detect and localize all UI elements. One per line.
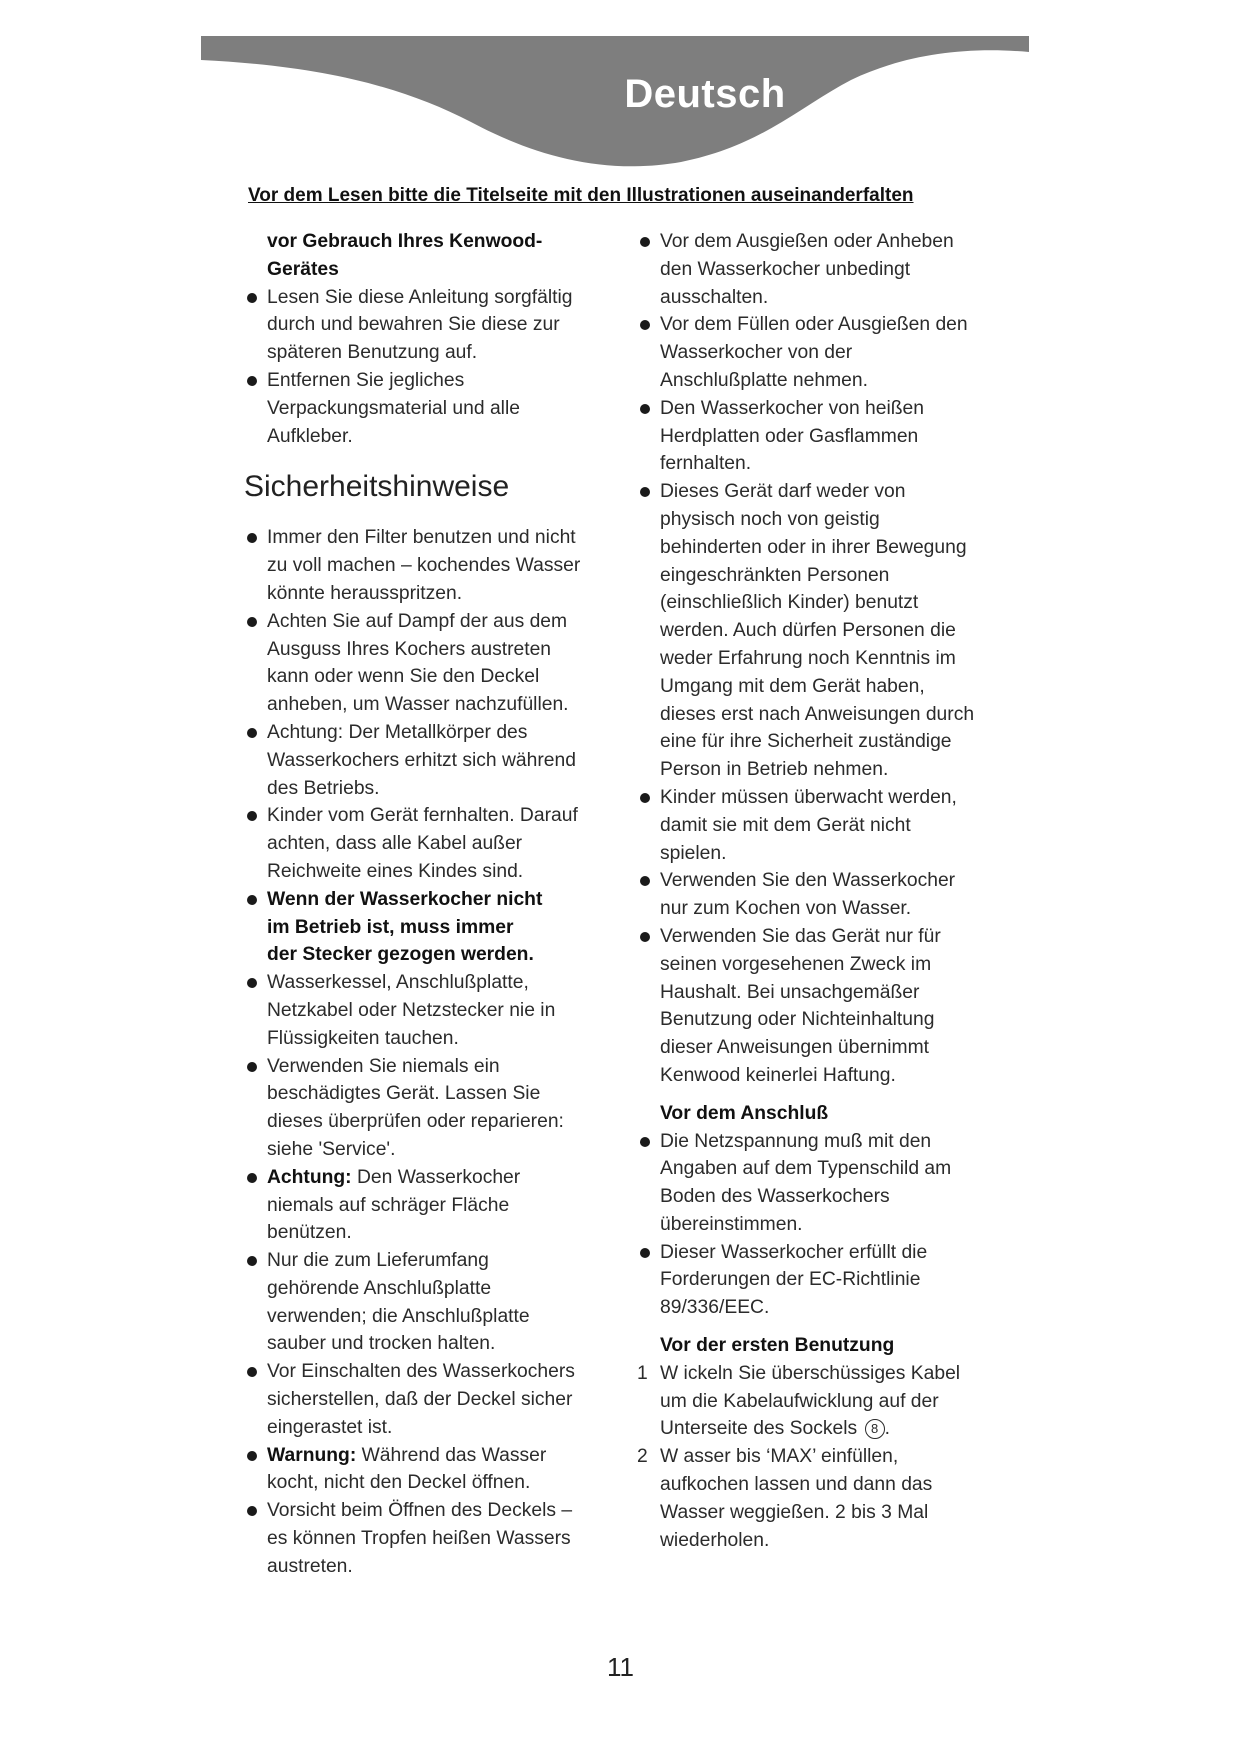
line: Kenwood keinerlei Haftung.: [660, 1064, 896, 1086]
line: könnte herausspritzen.: [267, 582, 463, 604]
bullet-icon: [247, 533, 257, 543]
connection-list: [637, 1128, 1015, 1323]
line: Anschlußplatte nehmen.: [660, 369, 868, 391]
line: W asser bis ‘MAX’ einfüllen,: [660, 1446, 899, 1468]
language-title: Deutsch: [624, 72, 786, 116]
line: weder Erfahrung noch Kenntnis im: [660, 647, 956, 669]
bullet-icon: [640, 876, 650, 886]
list-item-important: [244, 886, 604, 969]
line: behinderten oder in ihrer Bewegung: [660, 536, 967, 558]
line: Wenn der Wasserkocher nicht: [267, 888, 543, 910]
intro-list: [244, 284, 604, 451]
line: Kinder vom Gerät fernhalten. Darauf: [267, 805, 578, 827]
line: Verwenden Sie den Wasserkocher: [660, 870, 956, 892]
bullet-icon: [247, 978, 257, 988]
caution-label: Achtung:: [267, 1166, 352, 1188]
line: anheben, um Wasser nachzufüllen.: [267, 694, 569, 716]
line: beschädigtes Gerät. Lassen Sie: [267, 1083, 541, 1105]
list-item: [244, 284, 604, 367]
line: eingeschränkten Personen: [660, 564, 890, 586]
line: Nur die zum Lieferumfang: [267, 1250, 489, 1272]
line: im Betrieb ist, muss immer: [267, 916, 514, 938]
line-end: .: [884, 1418, 890, 1440]
line: Dieses Gerät darf weder von: [660, 481, 906, 503]
line: Wasserkochers erhitzt sich während: [267, 749, 576, 771]
line-text: Unterseite des Sockels: [660, 1418, 863, 1440]
line: späteren Benutzung auf.: [267, 342, 478, 364]
bullet-icon: [247, 1506, 257, 1516]
bullet-icon: [640, 932, 650, 942]
line: Entfernen Sie jegliches: [267, 369, 465, 391]
list-item: [244, 367, 604, 450]
right-column: [637, 228, 1015, 1554]
line: Wasser weggießen. 2 bis 3 Mal: [660, 1501, 929, 1523]
line: ausschalten.: [660, 286, 769, 308]
list-item: [637, 784, 1015, 867]
list-item: [637, 228, 1015, 311]
language-header: [201, 36, 1029, 168]
figure-ref-8-icon: 8: [865, 1419, 885, 1439]
page-number: 11: [607, 1652, 634, 1682]
line: W ickeln Sie überschüssiges Kabel: [660, 1362, 961, 1384]
step-number: 2: [637, 1446, 648, 1468]
line: seinen vorgesehenen Zweck im: [660, 953, 932, 975]
list-item: [637, 867, 1015, 923]
line: um die Kabelaufwicklung auf der: [660, 1390, 939, 1412]
list-item: [244, 1164, 604, 1247]
line: des Betriebs.: [267, 777, 380, 799]
line: eine für ihre Sicherheit zuständige: [660, 731, 952, 753]
line: Herdplatten oder Gasflammen: [660, 425, 919, 447]
bullet-icon: [247, 895, 257, 905]
bullet-icon: [640, 237, 650, 247]
safety-list-left: [244, 524, 604, 1580]
line: durch und bewahren Sie diese zur: [267, 314, 560, 336]
line: damit sie mit dem Gerät nicht: [660, 814, 911, 836]
line: [267, 1442, 604, 1470]
line: Benutzung oder Nichteinhaltung: [660, 1009, 935, 1031]
list-item: [637, 395, 1015, 478]
line: Immer den Filter benutzen und nicht: [267, 527, 576, 549]
line: Vor Einschalten des Wasserkochers: [267, 1361, 575, 1383]
line: niemals auf schräger Fläche: [267, 1194, 510, 1216]
line: dieser Anweisungen übernimmt: [660, 1037, 930, 1059]
list-item: [244, 1053, 604, 1164]
line: Kinder müssen überwacht werden,: [660, 786, 957, 808]
line: Den Wasserkocher von heißen: [660, 397, 924, 419]
list-item: [244, 1497, 604, 1580]
bullet-icon: [247, 811, 257, 821]
line: Vor dem Füllen oder Ausgießen den: [660, 314, 968, 336]
line: Verpackungsmaterial und alle: [267, 397, 520, 419]
line: 89/336/EEC.: [660, 1297, 770, 1319]
bullet-icon: [247, 1062, 257, 1072]
line: siehe 'Service'.: [267, 1138, 396, 1160]
bullet-icon: [640, 1137, 650, 1147]
bullet-icon: [640, 1248, 650, 1258]
line: Person in Betrieb nehmen.: [660, 759, 889, 781]
line: Aufkleber.: [267, 425, 353, 447]
line: Verwenden Sie das Gerät nur für: [660, 925, 941, 947]
bullet-icon: [640, 320, 650, 330]
line: Boden des Wasserkochers: [660, 1186, 890, 1208]
list-item: [244, 1358, 604, 1441]
line: Wasserkessel, Anschlußplatte,: [267, 972, 529, 994]
line: den Wasserkocher unbedingt: [660, 258, 911, 280]
list-item: [637, 311, 1015, 394]
line: werden. Auch dürfen Personen die: [660, 620, 956, 642]
bullet-icon: [247, 1367, 257, 1377]
line: übereinstimmen.: [660, 1213, 803, 1235]
step-item: [637, 1360, 1015, 1443]
line: fernhalten.: [660, 453, 752, 475]
connection-heading: Vor dem Anschluß: [660, 1102, 829, 1124]
intro-heading-line: Gerätes: [267, 258, 339, 280]
line: Achtung: Der Metallkörper des: [267, 721, 528, 743]
line: dieses erst nach Anweisungen durch: [660, 703, 975, 725]
left-column: [244, 228, 604, 1581]
line-text: Den Wasserkocher: [351, 1166, 521, 1188]
list-item: [637, 1128, 1015, 1239]
line: Ausguss Ihres Kochers austreten: [267, 638, 552, 660]
line: Angaben auf dem Typenschild am: [660, 1158, 952, 1180]
first-use-heading: Vor der ersten Benutzung: [660, 1335, 895, 1357]
line: der Stecker gezogen werden.: [267, 944, 534, 966]
list-item: [244, 719, 604, 802]
line: wiederholen.: [660, 1529, 770, 1551]
bullet-icon: [640, 487, 650, 497]
step-number: 1: [637, 1362, 648, 1384]
line: Achten Sie auf Dampf der aus dem: [267, 610, 568, 632]
line: Umgang mit dem Gerät haben,: [660, 675, 925, 697]
first-use-steps: [637, 1360, 1015, 1555]
line: Flüssigkeiten tauchen.: [267, 1027, 459, 1049]
bullet-icon: [247, 728, 257, 738]
intro-heading-line: vor Gebrauch Ihres Kenwood-: [267, 231, 543, 252]
bullet-icon: [247, 293, 257, 303]
line: Vor dem Ausgießen oder Anheben: [660, 231, 954, 252]
line: es können Tropfen heißen Wassers: [267, 1528, 571, 1550]
line: Verwenden Sie niemals ein: [267, 1055, 500, 1077]
safety-heading: Sicherheitshinweise: [244, 470, 510, 504]
line: Die Netzspannung muß mit den: [660, 1130, 932, 1152]
line: Forderungen der EC-Richtlinie: [660, 1269, 921, 1291]
bullet-icon: [247, 1256, 257, 1266]
line: physisch noch von geistig: [660, 508, 880, 530]
list-item: [244, 1247, 604, 1358]
bullet-icon: [640, 404, 650, 414]
line: Dieser Wasserkocher erfüllt die: [660, 1241, 928, 1263]
line: sauber und trocken halten.: [267, 1333, 496, 1355]
line: [660, 1415, 1015, 1443]
step-item: [637, 1443, 1015, 1554]
bullet-icon: [247, 1173, 257, 1183]
line: aufkochen lassen und dann das: [660, 1474, 933, 1496]
list-item: [244, 802, 604, 885]
fold-out-instruction: Vor dem Lesen bitte die Titelseite mit den Illustrationen auseinanderfalten: [248, 185, 914, 206]
line: sicherstellen, daß der Deckel sicher: [267, 1389, 573, 1411]
bullet-icon: [247, 617, 257, 627]
line: verwenden; die Anschlußplatte: [267, 1305, 530, 1327]
warning-label: Warnung:: [267, 1444, 357, 1466]
list-item: [244, 1442, 604, 1498]
line: Reichweite eines Kindes sind.: [267, 860, 524, 882]
line: (einschließlich Kinder) benutzt: [660, 592, 919, 614]
line: dieses überprüfen oder reparieren:: [267, 1111, 564, 1133]
list-item: [637, 1239, 1015, 1322]
line: benützen.: [267, 1222, 352, 1244]
line: Netzkabel oder Netzstecker nie in: [267, 999, 556, 1021]
line: Lesen Sie diese Anleitung sorgfältig: [267, 286, 573, 308]
list-item: [244, 608, 604, 719]
line: achten, dass alle Kabel außer: [267, 833, 523, 855]
line: eingerastet ist.: [267, 1416, 393, 1438]
line-text: Während das Wasser: [356, 1444, 547, 1466]
line: nur zum Kochen von Wasser.: [660, 898, 912, 920]
bullet-icon: [247, 1451, 257, 1461]
list-item: [244, 969, 604, 1052]
list-item: [637, 923, 1015, 1090]
line: kocht, nicht den Deckel öffnen.: [267, 1472, 531, 1494]
intro-heading: [244, 228, 604, 284]
line: Vorsicht beim Öffnen des Deckels –: [267, 1500, 573, 1522]
line: austreten.: [267, 1555, 353, 1577]
line: zu voll machen – kochendes Wasser: [267, 555, 581, 577]
bullet-icon: [640, 793, 650, 803]
bullet-icon: [247, 376, 257, 386]
list-item: [637, 478, 1015, 784]
list-item: [244, 524, 604, 607]
line: Haushalt. Bei unsachgemäßer: [660, 981, 920, 1003]
line: Wasserkocher von der: [660, 342, 853, 364]
line: gehörende Anschlußplatte: [267, 1277, 492, 1299]
line: [267, 1164, 604, 1192]
safety-list-right: [637, 228, 1015, 1090]
line: spielen.: [660, 842, 727, 864]
line: kann oder wenn Sie den Deckel: [267, 666, 540, 688]
